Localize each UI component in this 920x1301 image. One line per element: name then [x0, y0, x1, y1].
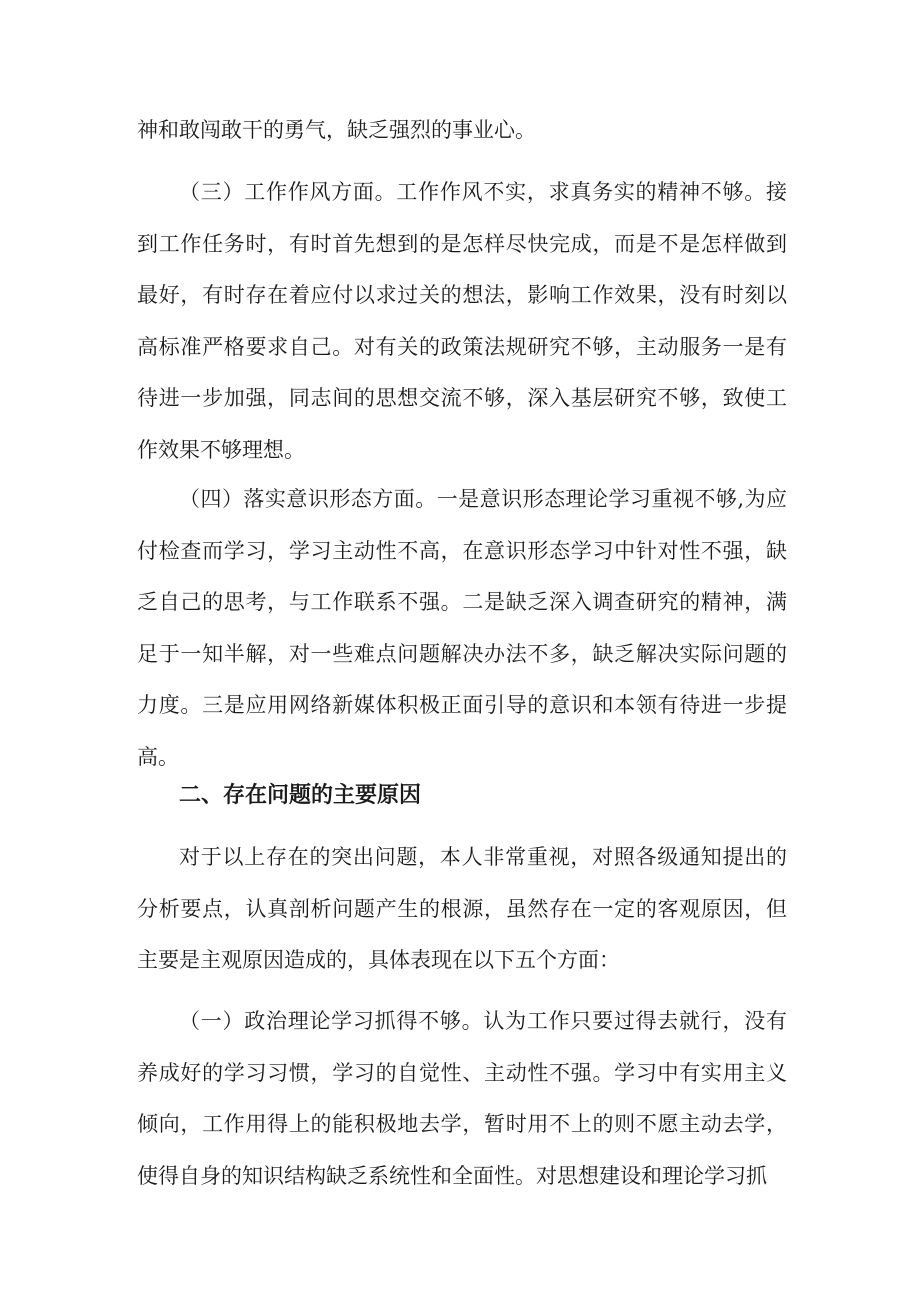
paragraph-ideology: （四）落实意识形态方面。一是意识形态理论学习重视不够,为应付检查而学习，学习主动性不高，在意识形态学习中针对性不强，缺乏自己的思考，与工作联系不强。二是缺乏深入调查研究的精神，满足于一知半解，对一些难点问题解决办法不多，缺乏解决实际问题的力度。三是应用网络新媒体积极正面引导的意识和本领有待进一步提高。: [137, 487, 787, 769]
paragraph-causes-intro: 对于以上存在的突出问题，本人非常重视，对照各级通知提出的分析要点，认真剖析问题产生的根源，虽然存在一定的客观原因，但主要是主观原因造成的，具体表现在以下五个方面：: [137, 845, 787, 972]
section-heading-main-causes: 二、存在问题的主要原因: [179, 783, 422, 808]
paragraph-continuation: 神和敢闯敢干的勇气，缺乏强烈的事业心。: [137, 118, 536, 142]
paragraph-work-style: （三）工作作风方面。工作作风不实，求真务实的精神不够。接到工作任务时，有时首先想到的是怎样尽快完成，而是不是怎样做到最好，有时存在着应付以求过关的想法，影响工作效果，没有时刻以高标准严格要求自己。对有关的政策法规研究不够，主动服务一是有待进一步加强，同志间的思想交流不够，深入基层研究不够，致使工作效果不够理想。: [137, 180, 787, 462]
paragraph-political-theory: （一）政治理论学习抓得不够。认为工作只要过得去就行，没有养成好的学习习惯，学习的自觉性、主动性不强。学习中有实用主义倾向，工作用得上的能积极地去学，暂时用不上的则不愿主动去学，使得自身的知识结构缺乏系统性和全面性。对思想建设和理论学习抓: [137, 1009, 787, 1188]
